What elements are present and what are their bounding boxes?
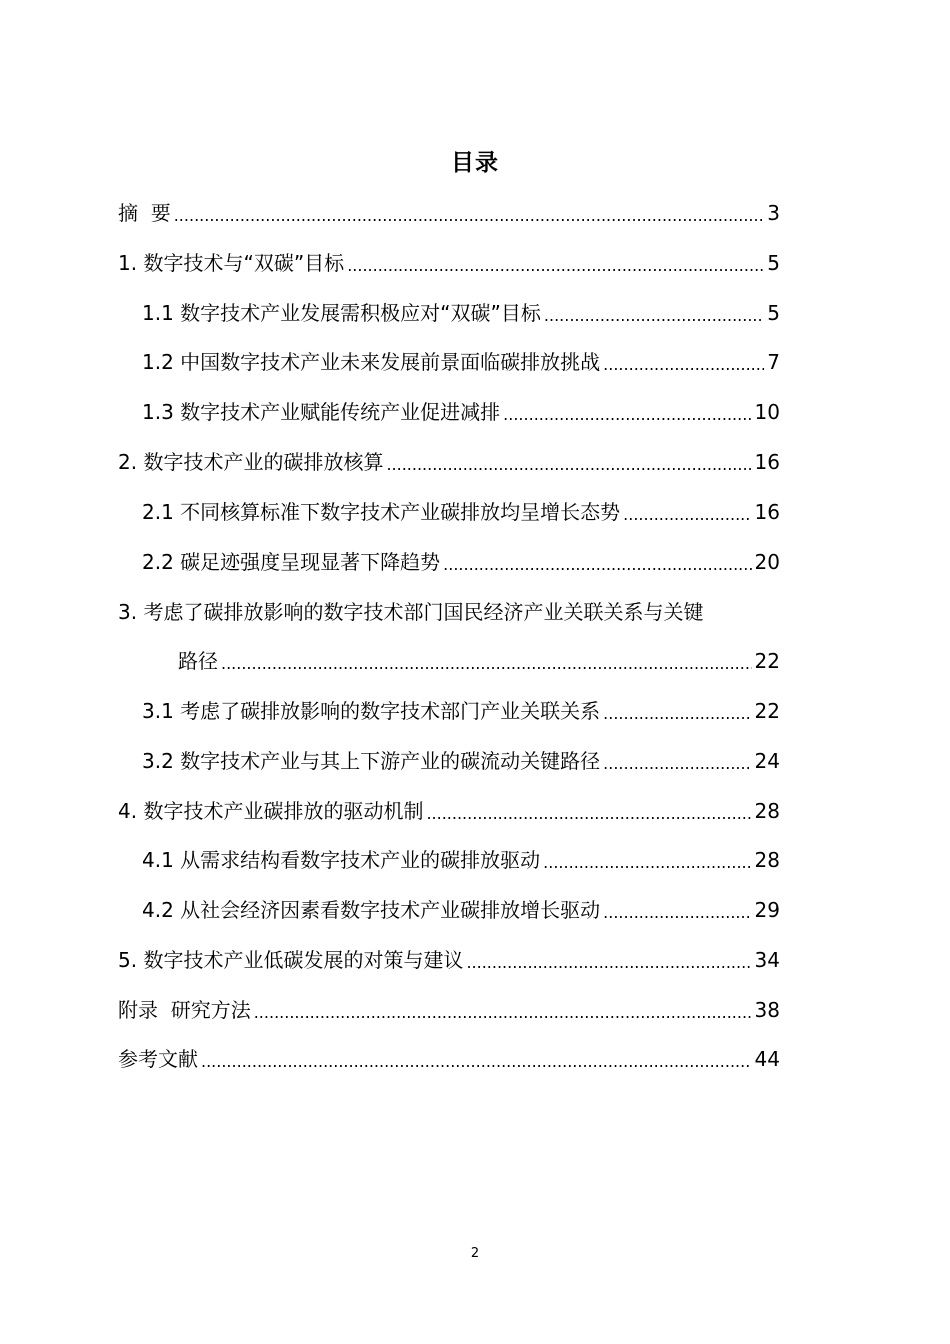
- dot-leader: [386, 450, 751, 480]
- dot-leader: [603, 749, 751, 779]
- dot-leader: [174, 201, 765, 231]
- toc-entry-number: 4.2: [142, 898, 181, 922]
- toc-title: 目录: [451, 150, 499, 176]
- dot-leader: [603, 350, 764, 380]
- dot-leader: [426, 799, 751, 829]
- toc-entry-page: 38: [754, 998, 780, 1022]
- toc-entry-page: 16: [754, 450, 780, 474]
- toc-entry-4-2[interactable]: [142, 892, 780, 928]
- toc-entry-references[interactable]: [118, 1041, 780, 1077]
- toc-entry-label: 数字技术与“双碳”目标: [143, 251, 345, 275]
- toc-entry-number: 3.1: [142, 699, 181, 723]
- toc-entry-label: 摘 要: [118, 201, 171, 225]
- dot-leader: [544, 301, 764, 331]
- toc-entry-number: 2.2: [142, 550, 181, 574]
- toc-entry-abstract[interactable]: [118, 195, 780, 231]
- dot-leader: [221, 649, 752, 679]
- toc-entry-4-1[interactable]: [142, 842, 780, 878]
- toc-entry-label: 考虑了碳排放影响的数字技术部门产业关联关系: [180, 699, 601, 723]
- toc-entry-label: 考虑了碳排放影响的数字技术部门国民经济产业关联关系与关键: [143, 600, 704, 624]
- toc-entry-2-2[interactable]: [142, 544, 780, 580]
- toc-entry-label: 中国数字技术产业未来发展前景面临碳排放挑战: [180, 350, 601, 374]
- toc-entry-page: 5: [767, 251, 780, 275]
- toc-entry-number: 4.: [118, 799, 144, 823]
- toc-entry-page: 22: [754, 649, 780, 673]
- toc-entry-2[interactable]: [118, 444, 780, 480]
- dot-leader: [603, 699, 751, 729]
- toc-entry-1-3[interactable]: [142, 394, 780, 430]
- toc-entry-number: 2.: [118, 450, 144, 474]
- toc-entry-number: 5.: [118, 948, 144, 972]
- toc-entry-page: 28: [754, 799, 780, 823]
- toc-entry-page: 44: [754, 1047, 780, 1071]
- dot-leader: [466, 948, 751, 978]
- toc-entry-appendix[interactable]: [118, 992, 780, 1028]
- toc-entry-label: 从需求结构看数字技术产业的碳排放驱动: [180, 848, 541, 872]
- dot-leader: [201, 1047, 752, 1077]
- toc-entry-label: 数字技术产业赋能传统产业促进减排: [180, 400, 501, 424]
- toc-entry-page: 34: [754, 948, 780, 972]
- toc-entry-number: 3.: [118, 600, 144, 624]
- toc-entry-label: 参考文献: [118, 1047, 198, 1071]
- toc-entry-5[interactable]: [118, 942, 780, 978]
- toc-entry-page: 5: [767, 301, 780, 325]
- toc-entry-3[interactable]: [118, 594, 703, 630]
- toc-entry-3-continued[interactable]: [178, 643, 780, 679]
- toc-entry-label: 数字技术产业碳排放的驱动机制: [143, 799, 424, 823]
- toc-entry-page: 7: [767, 350, 780, 374]
- toc-entry-1-1[interactable]: [142, 295, 780, 331]
- toc-entry-page: 20: [754, 550, 780, 574]
- toc-entry-label: 附录 研究方法: [118, 998, 251, 1022]
- dot-leader: [443, 550, 751, 580]
- toc-entry-label: 数字技术产业低碳发展的对策与建议: [143, 948, 464, 972]
- dot-leader: [603, 898, 751, 928]
- dot-leader: [254, 998, 752, 1028]
- toc-entry-label: 碳足迹强度呈现显著下降趋势: [180, 550, 441, 574]
- toc-entry-1-2[interactable]: [142, 344, 780, 380]
- dot-leader: [623, 500, 751, 530]
- toc-entry-number: 1.1: [142, 301, 181, 325]
- toc-entry-label: 从社会经济因素看数字技术产业碳排放增长驱动: [180, 898, 601, 922]
- dot-leader: [347, 251, 764, 281]
- toc-entry-3-1[interactable]: [142, 693, 780, 729]
- toc-entry-number: 4.1: [142, 848, 181, 872]
- toc-entry-number: 3.2: [142, 749, 181, 773]
- toc-entry-page: 10: [754, 400, 780, 424]
- dot-leader: [543, 848, 751, 878]
- toc-entry-label: 数字技术产业与其上下游产业的碳流动关键路径: [180, 749, 601, 773]
- toc-entry-page: 29: [754, 898, 780, 922]
- page-number: 2: [470, 1246, 480, 1261]
- toc-entry-page: 16: [754, 500, 780, 524]
- toc-entry-number: 1.3: [142, 400, 181, 424]
- toc-entry-1[interactable]: [118, 245, 780, 281]
- toc-entry-number: 1.: [118, 251, 144, 275]
- toc-entry-label: 不同核算标准下数字技术产业碳排放均呈增长态势: [180, 500, 621, 524]
- toc-entry-page: 28: [754, 848, 780, 872]
- toc-entry-page: 24: [754, 749, 780, 773]
- toc-entry-page: 22: [754, 699, 780, 723]
- toc-entry-label: 数字技术产业的碳排放核算: [143, 450, 384, 474]
- toc-entry-4[interactable]: [118, 793, 780, 829]
- toc-entry-3-2[interactable]: [142, 743, 780, 779]
- toc-entry-label: 数字技术产业发展需积极应对“双碳”目标: [180, 301, 541, 325]
- toc-entry-label-continued: 路径: [178, 649, 218, 673]
- dot-leader: [503, 400, 751, 430]
- toc-entry-number: 2.1: [142, 500, 181, 524]
- toc-entry-number: 1.2: [142, 350, 181, 374]
- toc-entry-2-1[interactable]: [142, 494, 780, 530]
- toc-entry-page: 3: [767, 201, 780, 225]
